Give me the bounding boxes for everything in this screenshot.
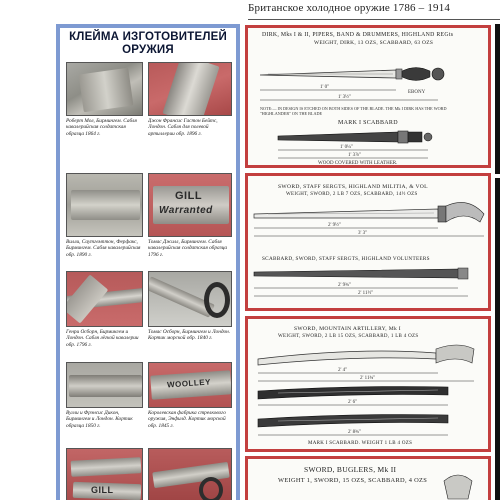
staff-weight: WEIGHT, SWORD, 2 LB 7 OZS, SCABBARD, 14½ OZS xyxy=(286,192,418,197)
photo-bates-blade xyxy=(148,62,232,116)
photo-deakin-blade xyxy=(66,362,143,408)
dirk-dim3: 1' 0¼" xyxy=(340,145,353,150)
mountain-dim2: 2' 11¾" xyxy=(360,376,376,381)
mountain-dim1: 2' 4" xyxy=(338,368,348,373)
panel-title xyxy=(60,31,236,57)
mountain-dim3: 2' 6" xyxy=(348,400,358,405)
photo-mole-blade xyxy=(66,62,143,116)
buglers-title: SWORD, BUGLERS, Mk II xyxy=(304,465,397,474)
staff-dim2: 3' 3" xyxy=(358,231,368,236)
caption-6: Томас Осборн, Бирмингем и Лондон. Кортик морской обр. 1840 г. xyxy=(148,329,231,342)
photo-woolley-stamp xyxy=(148,362,232,408)
mountain-scabbard-title: MARK I SCABBARD. WEIGHT 1 LB 4 OZS xyxy=(308,441,413,446)
photo-enfield-blade xyxy=(148,448,232,500)
panel-title-line1: КЛЕЙМА ИЗГОТОВИТЕЛЕЙ xyxy=(69,31,227,43)
photo-wooley-blade xyxy=(66,173,143,237)
caption-2: Джон Франсис Гастон Бейтс, Лондон. Сабля для полевой артиллерии обр. 1896 г. xyxy=(148,118,218,137)
staff-dim1: 2' 9½" xyxy=(328,223,341,228)
dirk-leather: WOOD COVERED WITH LEATHER. xyxy=(318,161,398,166)
staff-title: SWORD, STAFF SERGTS, HIGHLAND MILITIA, & VOL xyxy=(278,184,428,190)
caption-1: Роберт Мол, Бирмингем. Сабля кавалерийская солдатская образца 1864 г. xyxy=(66,118,137,137)
buglers-weight: WEIGHT 1, SWORD, 15 OZS, SCABBARD, 4 OZS xyxy=(278,477,428,484)
mountain-title: SWORD, MOUNTAIN ARTILLERY, Mk I xyxy=(294,326,401,332)
photo-gill-lower xyxy=(66,448,143,500)
photo-osborn-dirk xyxy=(148,271,232,327)
caption-4: Томас Джилл, Бирмингем. Сабля кавалерийская солдатская образца 1796 г. xyxy=(148,239,228,258)
dirk-weight: WEIGHT, DIRK, 13 OZS, SCABBARD, 63 OZS xyxy=(314,40,434,46)
dirk-note: NOTE:— IN DESIGN IS ETCHED ON BOTH SIDES OF THE BLADE. THE Mk I DIRK HAS THE WORD "HIGHLANDER" ON THE BLADE xyxy=(260,106,447,116)
dirk-ebony: EBONY xyxy=(408,90,426,95)
mountain-weight: WEIGHT, SWORD, 2 LB 15 OZS, SCABBARD, 1 LB 4 OZS xyxy=(278,334,419,339)
dirk-dim4: 1' 3⅞" xyxy=(348,153,361,158)
staff-dim4: 2' 11½" xyxy=(358,291,374,296)
drawing-panel-staff-sergt xyxy=(245,173,491,311)
stamp-warranted: Warranted xyxy=(159,205,213,216)
caption-3: Вилли, Саутгемптон, Ферфакс, Бирмингем. Сабля кавалерийская обр. 1890 г. xyxy=(66,239,141,258)
stamp-woolley: WOOLLEY xyxy=(166,377,212,390)
panel-title-line2: ОРУЖИЯ xyxy=(122,44,174,56)
dirk-scabbard-title: MARK I SCABBARD xyxy=(338,120,398,126)
dirk-dim2: 1' 3½" xyxy=(338,95,351,100)
edge-bar-top xyxy=(495,24,500,174)
drawing-panel-mountain-artillery xyxy=(245,316,491,452)
caption-7: Вулли и Фрэнсис Дикон, Бирмингем и Лондон. Кортик образца 1850 г. xyxy=(66,410,133,429)
drawing-panel-buglers xyxy=(245,456,491,500)
makers-marks-panel xyxy=(56,24,240,500)
dirk-title: DIRK, Mks I & II, PIPERS, BAND & DRUMMERS, HIGHLAND REGts xyxy=(262,32,454,38)
mountain-drawing xyxy=(248,319,491,452)
stamp-gill-lower: GILL xyxy=(91,485,114,495)
caption-5: Генри Осборн, Бирмингем и Лондон. Сабля лёгкой кавалерии обр. 1796 г. xyxy=(66,329,139,348)
photo-gill-warranted xyxy=(148,173,232,237)
dirk-drawing xyxy=(248,28,491,168)
photo-osborn-blade xyxy=(66,271,143,327)
dirk-dim1: 1' 0" xyxy=(320,85,330,90)
buglers-drawing xyxy=(248,459,491,500)
mountain-dim4: 2' 8¾" xyxy=(348,430,361,435)
caption-8: Королевская фабрика стрелкового оружия, Энфилд. Кортик морской обр. 1845 г. xyxy=(148,410,226,429)
stamp-gill: GILL xyxy=(175,190,203,202)
page-header: Британское холодное оружие 1786 – 1914 xyxy=(248,2,451,14)
staff-dim3: 2' 9¾" xyxy=(338,283,351,288)
staff-scabbard-title: SCABBARD, SWORD, STAFF SERGTS, HIGHLAND VOLUNTEERS xyxy=(262,256,430,262)
header-rule xyxy=(248,19,500,20)
edge-bar-bottom xyxy=(495,178,500,500)
drawing-panel-dirk xyxy=(245,25,491,168)
